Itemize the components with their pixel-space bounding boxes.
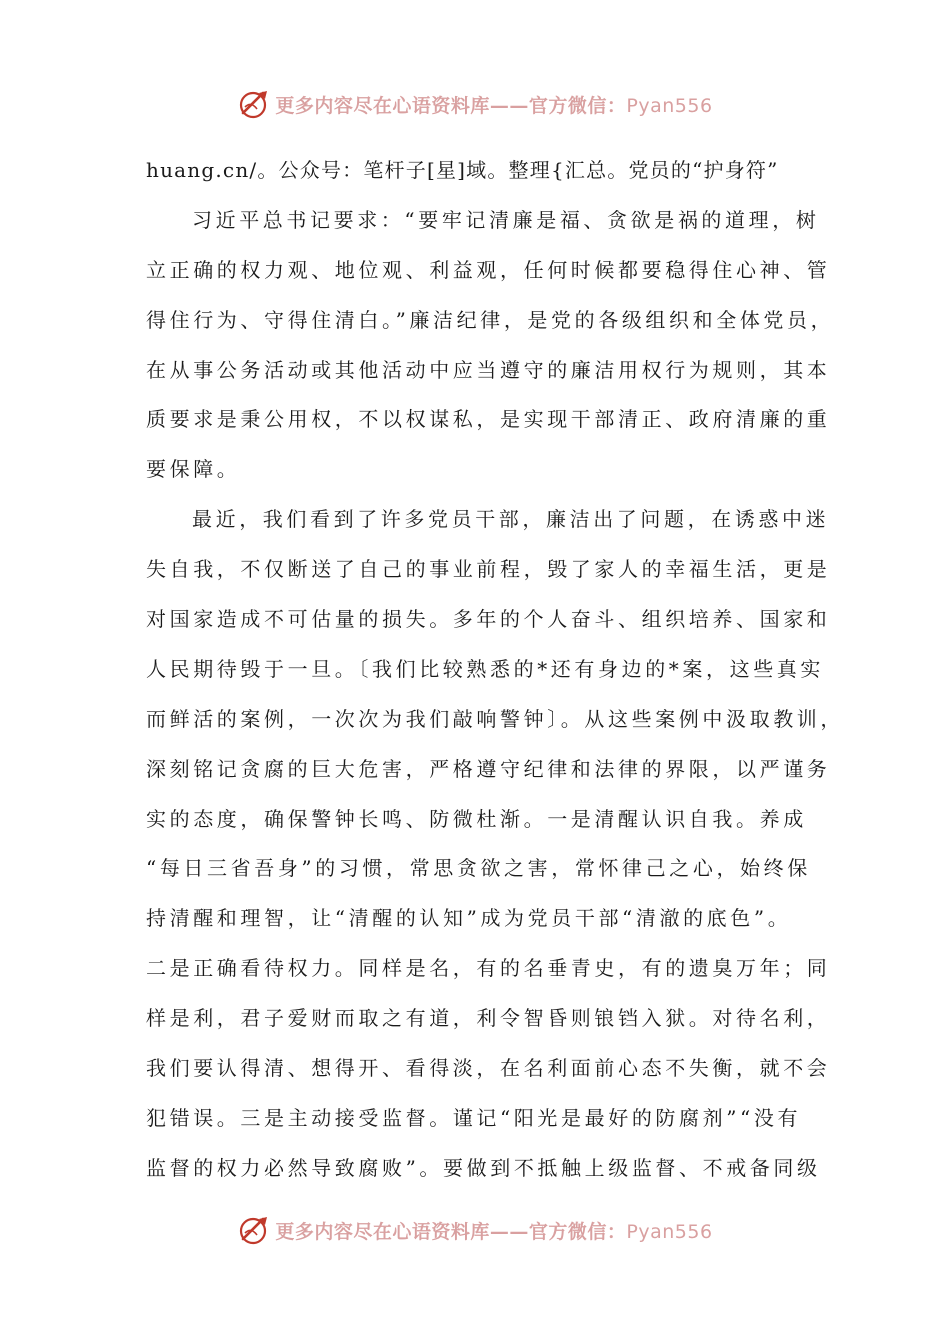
- body-line-7: 要保障。: [146, 457, 241, 482]
- body-line-15: “每日三省吾身”的习惯，常思贪欲之害，常怀律己之心，始终保: [146, 856, 811, 881]
- body-line-9: 失自我，不仅断送了自己的事业前程，毁了家人的幸福生活，更是: [146, 557, 831, 582]
- body-line-16: 持清醒和理智，让“清醒的认知”成为党员干部“清澈的底色”。: [146, 906, 792, 931]
- header-wechat-id: Pyan556: [626, 94, 713, 117]
- body-line-17: 二是正确看待权力。同样是名，有的名垂青史，有的遗臭万年；同: [146, 956, 831, 981]
- pen-logo-icon: [237, 87, 271, 121]
- body-line-12: 而鲜活的案例，一次次为我们敲响警钟〕。从这些案例中汲取教训，: [146, 706, 844, 731]
- pen-logo-icon: [237, 1213, 271, 1247]
- body-line-5: 在从事公务活动或其他活动中应当遵守的廉洁用权行为规则，其本: [146, 357, 831, 382]
- footer-banner: [0, 1210, 950, 1250]
- document-body: [146, 146, 844, 1194]
- body-line-18: 样是利，君子爱财而取之有道，利令智昏则锒铛入狱。对待名利，: [146, 1006, 831, 1031]
- body-line-14: 实的态度，确保警钟长鸣、防微杜渐。一是清醒认识自我。养成: [146, 806, 807, 831]
- footer-banner-text: 更多内容尽在心语资料库——官方微信：Pyan556: [275, 1220, 713, 1243]
- header-banner: [0, 84, 950, 124]
- body-line-1: huang.cn/。公众号：笔杆子[星]域。整理{汇总。党员的“护身符”: [146, 158, 779, 182]
- body-line-13: 深刻铭记贪腐的巨大危害，严格遵守纪律和法律的界限，以严谨务: [146, 756, 831, 781]
- body-line-10: 对国家造成不可估量的损失。多年的个人奋斗、组织培养、国家和: [146, 607, 831, 632]
- body-line-6: 质要求是秉公用权，不以权谋私，是实现干部清正、政府清廉的重: [146, 407, 831, 432]
- body-line-20: 犯错误。三是主动接受监督。谨记“阳光是最好的防腐剂”“没有: [146, 1105, 802, 1130]
- body-line-2: 习近平总书记要求：“要牢记清廉是福、贪欲是祸的道理，树: [192, 207, 820, 232]
- body-line-19: 我们要认得清、想得开、看得淡，在名利面前心态不失衡，就不会: [146, 1056, 831, 1081]
- footer-wechat-id: Pyan556: [626, 1220, 713, 1243]
- body-line-3: 立正确的权力观、地位观、利益观，任何时候都要稳得住心神、管: [146, 257, 831, 282]
- body-line-11: 人民期待毁于一旦。〔我们比较熟悉的*还有身边的*案，这些真实: [146, 656, 824, 681]
- body-line-8: 最近，我们看到了许多党员干部，廉洁出了问题，在诱惑中迷: [192, 507, 830, 532]
- body-line-21: 监督的权力必然导致腐败”。要做到不抵触上级监督、不戒备同级: [146, 1155, 821, 1180]
- header-banner-text: 更多内容尽在心语资料库——官方微信：Pyan556: [275, 94, 713, 117]
- body-line-4: 得住行为、守得住清白。”廉洁纪律，是党的各级组织和全体党员，: [146, 307, 835, 332]
